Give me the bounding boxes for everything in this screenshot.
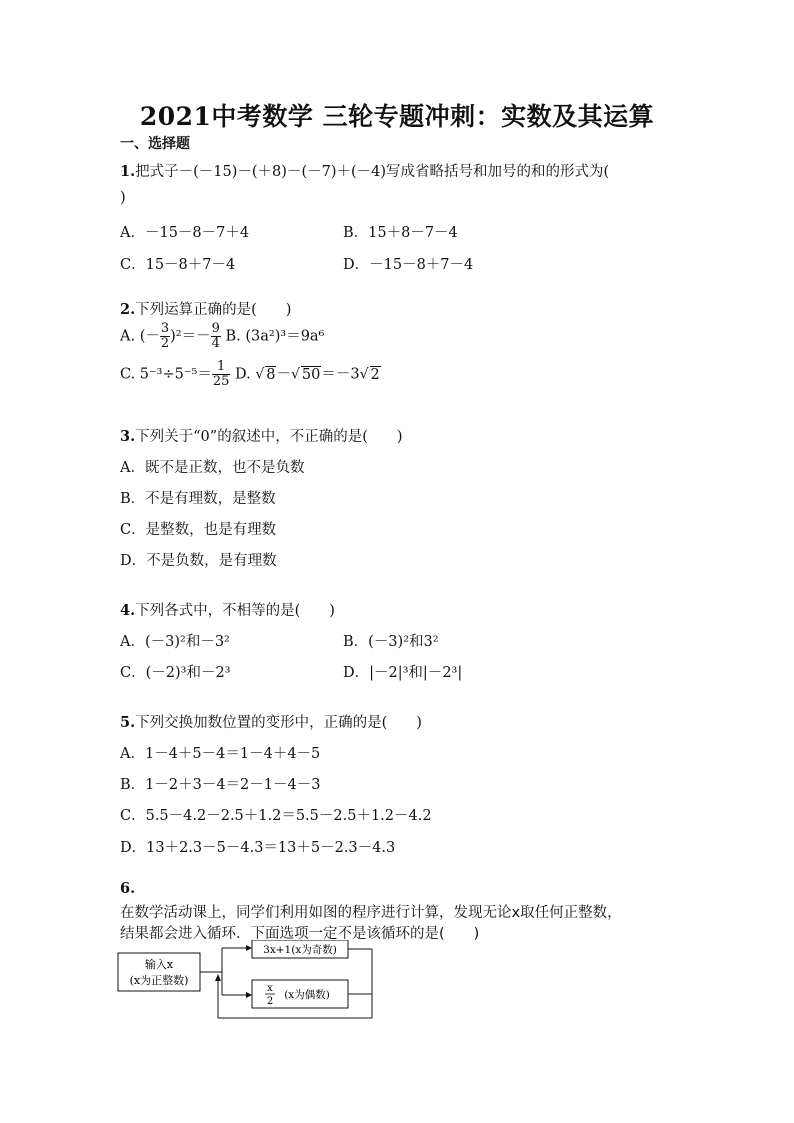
denominator: 2 xyxy=(160,336,170,351)
option-a: A．1－4＋5－4＝1－4＋4－5 xyxy=(120,746,321,762)
option-a: A．既不是正数，也不是负数 xyxy=(120,460,305,476)
radicand: 50 xyxy=(301,366,321,383)
numerator: 9 xyxy=(211,321,220,336)
radicand: 8 xyxy=(266,366,276,383)
question-3 xyxy=(120,425,403,446)
question-number: 2. xyxy=(120,301,136,318)
odd-box-label: 3x+1(x为奇数) xyxy=(263,944,337,956)
question-6-line-2: 结果都会进入循环．下面选项一定不是该循环的是( ) xyxy=(120,926,480,942)
option-d: D．|－2|³和|－2³| xyxy=(343,665,463,681)
numerator: 3 xyxy=(160,321,170,336)
question-2 xyxy=(120,298,291,319)
option-d-prefix: D. xyxy=(235,366,256,383)
question-text: 把式子－(－15)－(＋8)－(－7)＋(－4)写成省略括号和加号的和的形式为( xyxy=(135,164,610,180)
option-c: C．15－8＋7－4 xyxy=(120,257,236,273)
question-number: 5. xyxy=(120,714,136,731)
question-text: 下列交换加数位置的变形中，正确的是( ) xyxy=(135,715,422,731)
option-c: C．5.5－4.2－2.5＋1.2＝5.5－2.5＋1.2－4.2 xyxy=(120,808,432,824)
option-b: B．1－2＋3－4＝2－1－4－3 xyxy=(120,777,321,793)
question-number: 1. xyxy=(120,163,136,180)
option-d: D．13＋2.3－5－4.3＝13＋5－2.3－4.3 xyxy=(120,840,396,856)
option-a: A．(－3)²和－3² xyxy=(120,634,230,650)
input-box-sublabel: (x为正整数) xyxy=(129,974,189,987)
option-c-prefix: C. 5⁻³÷5⁻⁵＝ xyxy=(120,366,212,383)
even-box-denominator: 2 xyxy=(266,996,274,1007)
radicand: 2 xyxy=(370,366,380,383)
flowchart-diagram xyxy=(110,940,390,1025)
question-1-cont: ) xyxy=(120,190,126,206)
question-4 xyxy=(120,599,335,620)
question-number: 6. xyxy=(120,880,136,897)
option-c: C．是整数，也是有理数 xyxy=(120,522,277,538)
option-b: B. (3a²)³＝9a⁶ xyxy=(225,328,325,345)
question-1 xyxy=(120,160,609,181)
option-row-cd xyxy=(120,360,381,389)
even-box-numerator: x xyxy=(267,983,273,994)
question-5 xyxy=(120,711,422,732)
even-box-label: (x为偶数) xyxy=(284,989,330,1001)
sqrt-symbol: √ xyxy=(359,366,369,383)
option-d: D．－15－8＋7－4 xyxy=(343,257,474,273)
sqrt-symbol: √ xyxy=(255,366,265,383)
option-a-prefix: A. (－ xyxy=(120,328,160,345)
denominator: 4 xyxy=(211,336,220,351)
page-title: 2021中考数学 三轮专题冲刺：实数及其运算 xyxy=(139,102,655,131)
denominator: 25 xyxy=(212,374,230,389)
option-b: B．15＋8－7－4 xyxy=(343,225,458,241)
question-6-line-1: 在数学活动课上，同学们利用如图的程序进行计算，发现无论x取任何正整数， xyxy=(120,905,622,921)
option-b: B．(－3)²和3² xyxy=(343,634,439,650)
fraction xyxy=(160,322,170,351)
minus-sign: － xyxy=(276,366,291,383)
option-b: B．不是有理数，是整数 xyxy=(120,491,276,507)
equals-part: ＝－3 xyxy=(321,366,360,383)
option-c: C．(－2)³和－2³ xyxy=(120,665,231,681)
option-a-mid: )²＝－ xyxy=(170,328,211,345)
question-text: 下列关于“0”的叙述中，不正确的是( ) xyxy=(135,429,403,445)
numerator: 1 xyxy=(212,360,231,375)
option-d: D．不是负数，是有理数 xyxy=(120,553,277,569)
option-a: A．－15－8－7＋4 xyxy=(120,225,250,241)
question-number: 4. xyxy=(120,602,136,619)
input-box-label: 输入x xyxy=(144,958,174,971)
fraction xyxy=(212,360,231,389)
question-text: 下列运算正确的是( ) xyxy=(135,302,292,318)
question-number: 3. xyxy=(120,428,136,445)
question-text: 下列各式中，不相等的是( ) xyxy=(135,603,335,619)
option-row-ab xyxy=(120,322,324,351)
section-heading: 一、选择题 xyxy=(120,136,190,152)
fraction xyxy=(211,322,221,351)
sqrt-symbol: √ xyxy=(290,366,300,383)
